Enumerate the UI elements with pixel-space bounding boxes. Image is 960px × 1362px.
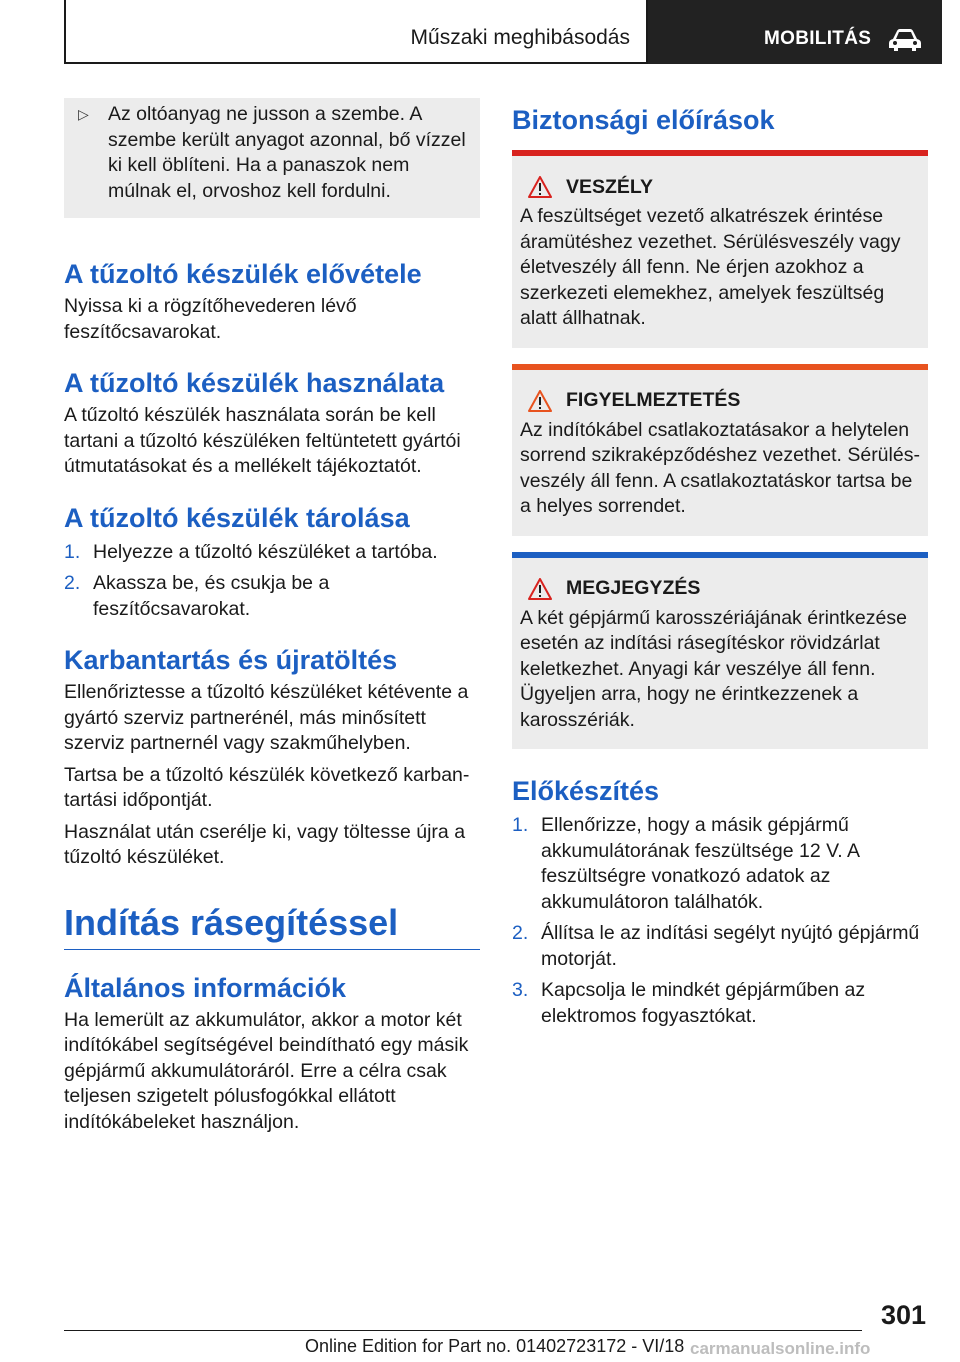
warning-title: MEGJEGYZÉS [566, 577, 701, 599]
warning-triangle-icon [528, 176, 552, 198]
paragraph-removal: Nyissa ki a rögzítőhevederen lévő feszítőcsavarokat. [64, 295, 357, 343]
right-column [512, 98, 928, 1035]
left-column [64, 98, 480, 1135]
header-chapter-box [648, 0, 942, 64]
list-item: 1. Helyezze a tűzoltó készüléket a tartóba. [64, 540, 438, 563]
warning-triangle-icon [528, 390, 552, 412]
chapter-title: MOBILITÁS [764, 28, 872, 49]
heading-safety: Biztonsági előírások [512, 105, 775, 135]
warning-title: FIGYELMEZTETÉS [566, 389, 741, 411]
heading-removal: A tűzoltó készülék elővétele [64, 259, 422, 289]
heading-jump-start: Indítás rásegítéssel [64, 901, 480, 950]
warning-text: A két gépjármű karosszériájának érintkezése esetén az indítási rásegítéskor rövidzárlat keletkezhet. Anyagi kár veszélye áll fenn. Ügyeljen arra, hogy ne érintkezzenek a karosszériák. [520, 606, 907, 731]
paragraph-maintenance-1: Ellenőriztesse a tűzoltó készüléket kétévente a gyártó szerviz partnerénél, más minősített szerviz partnernél vagy szakműhelyben. [64, 681, 469, 754]
list-item: 2. Akassza be, és csukja be a feszítőcsavarokat. [64, 572, 330, 620]
paragraph-maintenance-2: Tartsa be a tűzoltó készülék következő karbantartási időpontját. [64, 763, 470, 811]
warning-text: Az indítókábel csatlakoztatásakor a helytelen sorrend szikraképződéshez vezethet. Sérülésveszély áll fenn. A csatlakoztatáskor tartsa be a helyes sorrendet. [520, 418, 920, 517]
car-icon [888, 28, 922, 52]
page-number: 301 [880, 1300, 926, 1330]
list-item: 1. Ellenőrizze, hogy a másik gépjármű akkumulátorának feszültsége 12 V. A feszültségre vonatkozó adatok az akkumulátoron találhatók. [512, 814, 859, 913]
warning-text: A feszültséget vezető alkatrészek érintése áramütéshez vezethet. Sérülésveszély vagy életveszély áll fenn. Ne érjen azokhoz a szerkezeti elemekhez, amelyek feszültség alatt állhatnak. [520, 205, 901, 329]
list-item: 2. Állítsa le az indítási segélyt nyújtó gépjármű motorját. [512, 922, 920, 970]
note-box [64, 98, 480, 218]
heading-maintenance: Karbantartás és újratöltés [64, 645, 398, 675]
section-title: Műszaki meghibásodás [410, 26, 630, 49]
heading-preparation: Előkészítés [512, 776, 660, 806]
paragraph-maintenance-3: Használat után cserélje ki, vagy töltesse újra a tűzoltó készüléket. [64, 820, 466, 868]
heading-general-info: Általános információk [64, 972, 347, 1003]
warning-triangle-icon [528, 578, 552, 600]
paragraph-use: A tűzoltó készülék használata során be kell tartani a tűzoltó készüléken feltüntetett gyártói útmutatásokat és a mellékelt tájékoztatót. [64, 404, 461, 477]
warning-box-danger [512, 150, 928, 348]
warning-box-caution [512, 364, 928, 536]
watermark: carmanualsonline.info [690, 1339, 871, 1358]
storage-steps [64, 540, 480, 623]
header-section-box [64, 0, 648, 64]
note-text: Az oltóanyag ne jusson a szembe. A szembe került anyagot azonnal, bő vízzel ki kell öblíteni. Ha a panaszok nem múlnak el, orvoshoz kell fordulni. [108, 103, 466, 202]
list-item: 3. Kapcsolja le mindkét gépjárműben az elektromos fogyasztókat. [512, 979, 866, 1027]
footer-divider [64, 1330, 862, 1331]
triangle-bullet-icon: ▷ [78, 106, 89, 122]
edition-text: Online Edition for Part no. 01402723172 - VI/18 [305, 1336, 685, 1356]
warning-box-notice [512, 552, 928, 750]
paragraph-general-info: Ha lemerült az akkumulátor, akkor a motor két indítókábel segítségével beindítható egy másik gépjármű akkumulátoráról. Erre a célra csak teljesen szigetelt pólusfogókkal ellátott indítókábeleket használjon. [64, 1008, 469, 1133]
warning-title: VESZÉLY [566, 175, 654, 198]
preparation-steps [512, 813, 928, 1029]
heading-use: A tűzoltó készülék használata [64, 368, 445, 398]
heading-storage: A tűzoltó készülék tárolása [64, 502, 410, 533]
